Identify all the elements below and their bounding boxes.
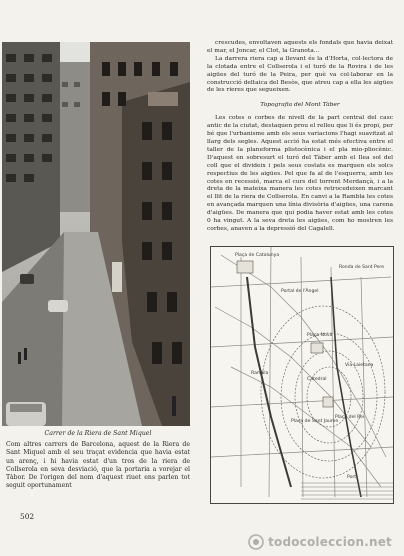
watermark-text: todocoleccion.net [268,535,392,549]
map-label-via-laietana: Via Laietana [345,363,374,368]
street-photo [2,42,190,426]
watermark-logo-icon [248,534,264,550]
page-number: 502 [20,512,35,521]
map-label-ronda-st-pere: Ronda de Sant Pere [339,265,385,270]
text-column [207,40,393,234]
map-label-port: Port [347,475,357,480]
watermark [0,528,404,556]
paragraph-1: crescudes, envoltaven aquests els fondals que havia deixat el mar, el Joncar, el Clot, la Granota... [207,40,393,54]
map-label-pl-nova: Plaça Nova [307,333,333,338]
map-label-pl-st-jaume: Plaça de Sant Jaume [291,419,339,424]
map-label-rambla: Rambla [251,371,269,376]
map-label-portal-angel: Portal de l'Àngel [281,289,319,294]
caption-text: Com altres carrers de Barcelona, aquest de la Riera de Sant Miquel amb el seu traçat evidencia que havia estat un arenç, i hi havia estat d'un tros de la riera de Collserola en seva desviació, que la portaria a vorejar el Tàbor. De l'origen del nom d'aquest riuet ens parlen tot seguit oportunament [6,441,190,490]
paragraph-3: Les cotes o corbes de nivell de la part central del casc antic de la ciutat, destaquen prou el relleu que li és propi, per bé que l'urbanisme amb els seus variacions l'hagi suavitzat al llarg dels segles. Aquest acció ha estat més efectiva entre el taller de la planeforma plistocènica i el pla mio-pliocènic. D'aquest en sobresurt el turó del Tàber amb el Ilea sol del coll que el divideix i pels seus costats es marquen els solcs respectius de les aigües. Pel que fa al de l'esquerra, amb les cotes en recessió, marca el curs del torrent Merdançà, i a la dreta de la mateixa manera les cotes retrocedeixen marcant el llit de la riera de Collserola. En canvi a la Rambla les cotes en avançada marquen una línia divisòria d'aigües, una carena d'aigües. De manera que qui podia haver estat amb les cotes 0 ha vingut. A la seva dreta les aigües, com ho mostren les corbes, anaven a la depressió del Cagalell. [207,115,393,232]
map-label-pl-rei: Plaça del Rei [335,415,365,420]
section-title: Topografia del Mont Tàber [260,102,340,109]
contour-map [210,246,394,504]
photo-caption [6,430,190,490]
caption-title: Carrer de la Riera de Sant Miquel [44,430,152,437]
map-label-pl-catalunya: Plaça de Catalunya [235,253,280,258]
map-label-catedral: Catedral [307,377,327,382]
paragraph-2: La darrera riera cap a llevant és la d'Horta, col·lectora de la clotada entre el Collserola i el turó de la Rovira i de les aigües del turó de la Peira, per què va col·laborar en la construcció deltaica del Besòs, que atreu cap a ella les aigües de les rieres que segueixen. [207,55,393,94]
